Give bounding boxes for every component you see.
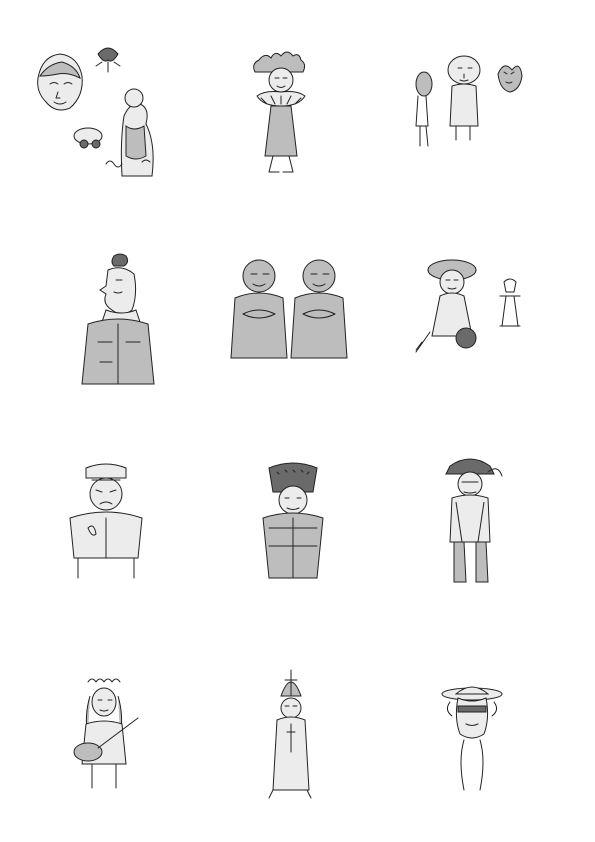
character-drawing [28,458,198,588]
panel-2 [215,8,385,198]
character-drawing [400,252,570,372]
character-drawing [400,452,570,582]
character-drawing [400,680,570,800]
character-drawing [28,36,198,186]
panel-11 [215,640,385,830]
panel-10 [28,640,198,830]
panel-12 [400,632,570,822]
panel-4 [28,218,198,408]
panel-6 [400,218,570,408]
panel-8 [215,430,385,620]
panel-9 [400,424,570,614]
character-drawing [28,252,198,392]
panel-7 [28,430,198,620]
character-drawing [400,44,570,164]
panel-3 [400,8,570,198]
character-drawing [215,670,385,800]
character-drawing [215,254,385,384]
character-drawing [215,462,385,592]
panel-1 [28,8,198,198]
panel-5 [215,218,385,408]
character-drawing [215,50,385,180]
character-drawing [28,668,198,798]
